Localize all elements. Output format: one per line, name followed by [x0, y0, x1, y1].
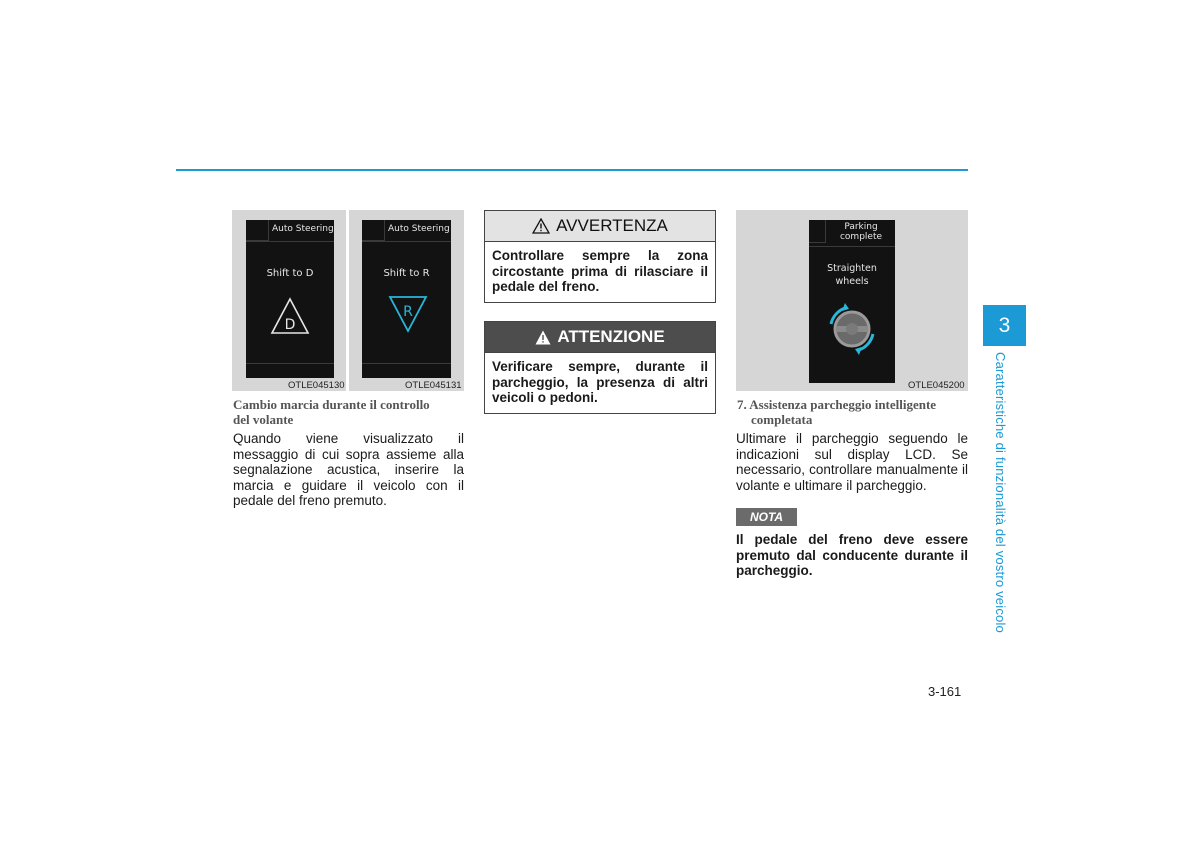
- inverted-triangle-icon: [388, 294, 428, 334]
- caution-box: [484, 321, 716, 414]
- caution-title: ATTENZIONE: [557, 327, 665, 346]
- body-text-left: Quando viene visualizzato il messaggio di cui sopra assieme alla segnalazione acustica, inserire la marcia e guidare il veicolo con il pedale del freno premuto.: [233, 431, 464, 508]
- caution-header: [485, 322, 715, 353]
- note-label: NOTA: [736, 508, 797, 526]
- caution-triangle-icon: [535, 330, 551, 345]
- figure-shift-to-r: [349, 210, 464, 391]
- warning-triangle-icon: [270, 296, 310, 336]
- screen-message: Shift to R: [383, 268, 430, 279]
- warning-text: Controllare sempre la zona circostante prima di rilasciare il pedale del freno.: [492, 248, 708, 294]
- steering-wheel-icon: [823, 300, 881, 358]
- icon-letter-d: D: [284, 317, 296, 333]
- top-rule: [176, 169, 968, 171]
- lcd-screen: [246, 220, 334, 378]
- figure-parking-complete: [736, 210, 968, 391]
- lcd-screen: [809, 220, 895, 383]
- screen-header: Auto Steering: [272, 224, 334, 234]
- body-text-right: Ultimare il parcheggio seguendo le indicazioni sul display LCD. Se necessario, controllare manualmente il volante e ultimare il parcheggio.: [736, 431, 968, 493]
- screen-message: Shift to D: [266, 268, 314, 279]
- figure-code: OTLE045130: [288, 380, 345, 391]
- warning-title: AVVERTENZA: [556, 216, 668, 235]
- lcd-screen: [362, 220, 451, 378]
- figure-caption-left: Cambio marcia durante il controllo del volante: [233, 397, 430, 427]
- figure-caption-right: 7. Assistenza parcheggio intelligente completata: [737, 397, 937, 427]
- screen-header: Auto Steering: [388, 224, 450, 234]
- chapter-tab: 3: [983, 305, 1026, 346]
- screen-header: Parking complete: [839, 222, 883, 242]
- warning-triangle-icon: [532, 218, 550, 234]
- icon-letter-r: R: [403, 304, 413, 320]
- figure-code: OTLE045200: [908, 380, 965, 391]
- figure-code: OTLE045131: [405, 380, 462, 391]
- figure-shift-to-d: [232, 210, 346, 391]
- warning-box: [484, 210, 716, 303]
- warning-header: [485, 211, 715, 242]
- caution-text: Verificare sempre, durante il parcheggio, la presenza di altri veicoli o pedoni.: [492, 359, 708, 405]
- note-text: Il pedale del freno deve essere premuto dal conducente durante il parcheggio.: [736, 532, 968, 578]
- chapter-title: Caratteristiche di funzionalità del vostro veicolo: [993, 352, 1008, 633]
- page-number: 3-161: [928, 684, 962, 699]
- screen-message: Straighten wheels: [827, 263, 877, 287]
